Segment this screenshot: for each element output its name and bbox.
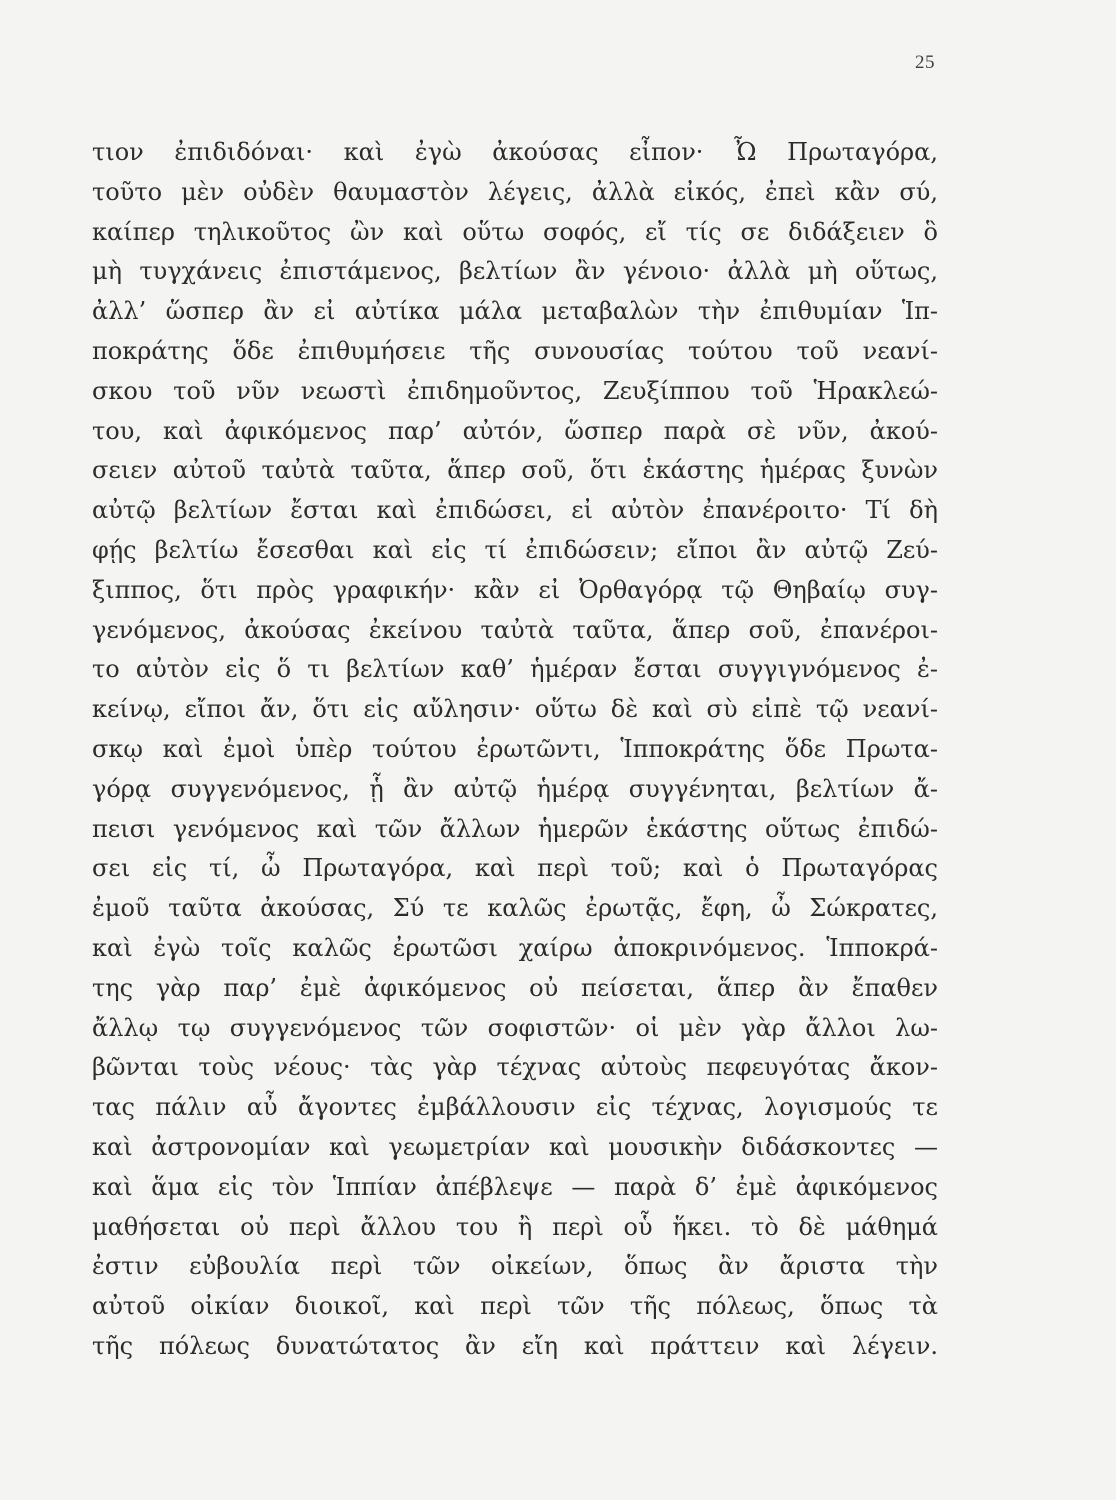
text-line: γενόμενος, ἀκούσας ἐκείνου ταὐτὰ ταῦτα, ἅπερ σοῦ, ἐπανέροι- — [92, 615, 938, 644]
text-line: τας πάλιν αὖ ἄγοντες ἐμβάλλουσιν εἰς τέχνας, λογισμούς τε — [92, 1093, 938, 1122]
text-line: καὶ ἐγὼ τοῖς καλῶς ἐρωτῶσι χαίρω ἀποκρινόμενος. Ἱπποκρά- — [92, 933, 938, 962]
text-line: φῄς βελτίω ἔσεσθαι καὶ εἰς τί ἐπιδώσειν; εἴποι ἂν αὐτῷ Ζεύ- — [92, 535, 938, 564]
text-line: πεισι γενόμενος καὶ τῶν ἄλλων ἡμερῶν ἑκάστης οὕτως ἐπιδώ- — [92, 814, 938, 843]
text-line: σει εἰς τί, ὦ Πρωταγόρα, καὶ περὶ τοῦ; καὶ ὁ Πρωταγόρας — [92, 854, 938, 883]
text-line: αὐτοῦ οἰκίαν διοικοῖ, καὶ περὶ τῶν τῆς πόλεως, ὅπως τὰ — [92, 1292, 938, 1321]
text-line: σκῳ καὶ ἐμοὶ ὑπὲρ τούτου ἐρωτῶντι, Ἱπποκράτης ὅδε Πρωτα- — [92, 734, 938, 763]
text-line: της γὰρ παρ’ ἐμὲ ἀφικόμενος οὐ πείσεται, ἅπερ ἂν ἔπαθεν — [92, 973, 938, 1002]
text-line: μὴ τυγχάνεις ἐπιστάμενος, βελτίων ἂν γένοιο· ἀλλὰ μὴ οὕτως, — [92, 257, 938, 286]
text-line: του, καὶ ἀφικόμενος παρ’ αὐτόν, ὥσπερ παρὰ σὲ νῦν, ἀκού- — [92, 416, 938, 445]
text-line: γόρᾳ συγγενόμενος, ᾗ ἂν αὐτῷ ἡμέρᾳ συγγένηται, βελτίων ἄ- — [92, 774, 938, 803]
text-line: βῶνται τοὺς νέους· τὰς γὰρ τέχνας αὐτοὺς πεφευγότας ἄκον- — [92, 1053, 938, 1082]
text-line: τῆς πόλεως δυνατώτατος ἂν εἴη καὶ πράττειν καὶ λέγειν. — [92, 1331, 938, 1360]
text-line: κείνῳ, εἴποι ἄν, ὅτι εἰς αὔλησιν· οὕτω δὲ καὶ σὺ εἰπὲ τῷ νεανί- — [92, 695, 938, 724]
text-line: σειεν αὐτοῦ ταὐτὰ ταῦτα, ἅπερ σοῦ, ὅτι ἑκάστης ἡμέρας ξυνὼν — [92, 456, 938, 485]
text-line: τιον ἐπιδιδόναι· καὶ ἐγὼ ἀκούσας εἶπον· Ὦ Πρωταγόρα, — [92, 138, 938, 166]
text-line: ἐστιν εὐβουλία περὶ τῶν οἰκείων, ὅπως ἂν ἄριστα τὴν — [92, 1252, 938, 1281]
text-line: ξιππος, ὅτι πρὸς γραφικήν· κἂν εἰ Ὀρθαγόρᾳ τῷ Θηβαίῳ συγ- — [92, 575, 938, 604]
text-line: αὐτῷ βελτίων ἔσται καὶ ἐπιδώσει, εἰ αὐτὸν ἐπανέροιτο· Τί δὴ — [92, 496, 938, 525]
text-line: ποκράτης ὅδε ἐπιθυμήσειε τῆς συνουσίας τούτου τοῦ νεανί- — [92, 336, 938, 365]
text-line: μαθήσεται οὐ περὶ ἄλλου του ἢ περὶ οὗ ἥκει. τὸ δὲ μάθημά — [92, 1212, 938, 1241]
text-line: καὶ ἀστρονομίαν καὶ γεωμετρίαν καὶ μουσικὴν διδάσκοντες — — [92, 1132, 938, 1161]
text-line: σκου τοῦ νῦν νεωστὶ ἐπιδημοῦντος, Ζευξίππου τοῦ Ἡρακλεώ- — [92, 376, 938, 405]
text-line: ἀλλ’ ὥσπερ ἂν εἰ αὐτίκα μάλα μεταβαλὼν τὴν ἐπιθυμίαν Ἱπ- — [92, 297, 938, 326]
text-line: το αὐτὸν εἰς ὅ τι βελτίων καθ’ ἡμέραν ἔσται συγγιγνόμενος ἐ- — [92, 655, 938, 684]
text-line: ἄλλῳ τῳ συγγενόμενος τῶν σοφιστῶν· οἱ μὲν γὰρ ἄλλοι λω- — [92, 1013, 938, 1042]
text-line: τοῦτο μὲν οὐδὲν θαυμαστὸν λέγεις, ἀλλὰ εἰκός, ἐπεὶ κἂν σύ, — [92, 177, 938, 206]
text-line: ἐμοῦ ταῦτα ἀκούσας, Σύ τε καλῶς ἐρωτᾷς, ἔφη, ὦ Σώκρατες, — [92, 894, 938, 923]
text-line: καὶ ἅμα εἰς τὸν Ἱππίαν ἀπέβλεψε — παρὰ δ’ ἐμὲ ἀφικόμενος — [92, 1172, 938, 1201]
greek-text-block — [92, 133, 938, 1367]
page-number: 25 — [915, 52, 935, 73]
text-line: καίπερ τηλικοῦτος ὢν καὶ οὕτω σοφός, εἴ τίς σε διδάξειεν ὃ — [92, 217, 938, 246]
